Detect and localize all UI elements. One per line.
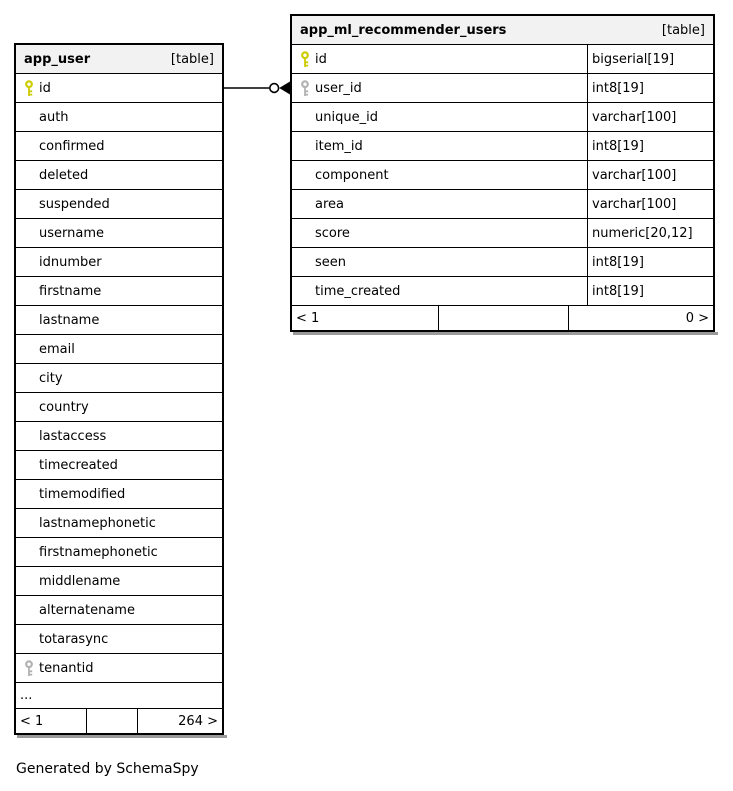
primary-key-icon xyxy=(24,80,34,97)
column-row xyxy=(16,509,222,538)
crowfoot-many-icon xyxy=(279,82,290,95)
key-icon-slot xyxy=(24,515,34,532)
column-type: int8[19] xyxy=(587,248,713,276)
key-icon-slot xyxy=(24,312,34,329)
column-name: lastaccess xyxy=(39,428,107,444)
column-name: city xyxy=(39,370,63,386)
column-row xyxy=(16,422,222,451)
column-name: timecreated xyxy=(39,457,118,473)
column-name-cell xyxy=(16,538,222,566)
key-icon-slot xyxy=(300,254,310,271)
key-icon-slot xyxy=(24,631,34,648)
column-name: seen xyxy=(315,254,347,270)
column-name-cell xyxy=(292,277,587,305)
column-name: area xyxy=(315,196,344,212)
column-name: id xyxy=(315,51,327,67)
column-name-cell xyxy=(292,45,587,73)
key-icon-slot xyxy=(24,457,34,474)
column-name-cell xyxy=(292,190,587,218)
table-type-badge: [table] xyxy=(170,51,214,67)
table-node-app-user xyxy=(14,43,224,735)
column-row xyxy=(292,45,713,74)
key-icon-slot xyxy=(300,283,310,300)
footer-spacer xyxy=(86,709,137,733)
column-row xyxy=(292,74,713,103)
key-icon-slot xyxy=(300,109,310,126)
column-name: deleted xyxy=(39,167,89,183)
column-type: int8[19] xyxy=(587,132,713,160)
column-name-cell xyxy=(292,219,587,247)
column-type: bigserial[19] xyxy=(587,45,713,73)
column-row xyxy=(16,74,222,103)
key-icon-slot xyxy=(24,138,34,155)
column-name-cell xyxy=(16,509,222,537)
column-row xyxy=(292,219,713,248)
column-row xyxy=(292,161,713,190)
column-name-cell xyxy=(16,306,222,334)
key-icon-slot xyxy=(300,138,310,155)
column-name: component xyxy=(315,167,389,183)
table-name[interactable]: app_user xyxy=(24,51,91,67)
column-name-cell xyxy=(16,248,222,276)
column-row xyxy=(292,103,713,132)
column-name: id xyxy=(39,80,51,96)
column-row xyxy=(16,654,222,683)
key-icon-slot xyxy=(24,486,34,503)
column-row xyxy=(292,277,713,306)
column-name-cell xyxy=(16,567,222,595)
column-row xyxy=(16,393,222,422)
column-name: confirmed xyxy=(39,138,105,154)
column-row xyxy=(16,625,222,654)
column-name-cell xyxy=(16,596,222,624)
column-row xyxy=(16,132,222,161)
column-row xyxy=(16,451,222,480)
column-name-cell xyxy=(16,190,222,218)
column-row xyxy=(16,277,222,306)
table-type-badge: [table] xyxy=(661,22,705,38)
column-name-cell xyxy=(16,335,222,363)
column-name: auth xyxy=(39,109,69,125)
truncated-columns-indicator: ... xyxy=(16,683,222,709)
column-row xyxy=(16,306,222,335)
column-type: varchar[100] xyxy=(587,161,713,189)
column-name: time_created xyxy=(315,283,401,299)
key-icon-slot xyxy=(24,167,34,184)
table-footer xyxy=(292,306,713,330)
column-name: idnumber xyxy=(39,254,102,270)
footer-rows-count: 264 > xyxy=(137,709,222,733)
column-name-cell xyxy=(292,161,587,189)
key-icon-slot xyxy=(300,167,310,184)
key-icon-slot xyxy=(300,225,310,242)
column-name-cell xyxy=(292,132,587,160)
key-icon-slot xyxy=(24,283,34,300)
column-name-cell xyxy=(16,480,222,508)
column-name-cell xyxy=(292,103,587,131)
column-name: lastnamephonetic xyxy=(39,515,156,531)
column-row xyxy=(292,132,713,161)
column-name: email xyxy=(39,341,75,357)
column-name: middlename xyxy=(39,573,121,589)
column-type: varchar[100] xyxy=(587,190,713,218)
column-name-cell xyxy=(16,103,222,131)
column-row xyxy=(16,596,222,625)
column-name: suspended xyxy=(39,196,110,212)
column-row xyxy=(16,480,222,509)
table-node-app-ml-recommender-users xyxy=(290,14,715,332)
column-name-cell xyxy=(292,74,587,102)
column-type: varchar[100] xyxy=(587,103,713,131)
foreign-key-icon xyxy=(300,80,310,97)
key-icon-slot xyxy=(24,109,34,126)
footer-spacer xyxy=(438,306,568,330)
key-icon-slot xyxy=(24,602,34,619)
column-row xyxy=(16,219,222,248)
column-name-cell xyxy=(16,393,222,421)
column-name-cell xyxy=(16,132,222,160)
key-icon-slot xyxy=(24,254,34,271)
table-header[interactable] xyxy=(292,16,713,45)
column-type: numeric[20,12] xyxy=(587,219,713,247)
column-row xyxy=(16,335,222,364)
column-type: int8[19] xyxy=(587,74,713,102)
column-name: timemodified xyxy=(39,486,126,502)
column-name-cell xyxy=(16,451,222,479)
table-footer xyxy=(16,709,222,733)
column-name: username xyxy=(39,225,104,241)
column-row xyxy=(16,190,222,219)
column-row xyxy=(292,190,713,219)
key-icon-slot xyxy=(24,544,34,561)
key-icon-slot xyxy=(24,370,34,387)
column-name: alternatename xyxy=(39,602,135,618)
column-name-cell xyxy=(16,364,222,392)
column-list xyxy=(16,74,222,683)
column-name-cell xyxy=(16,219,222,247)
column-list xyxy=(292,45,713,306)
primary-key-icon xyxy=(300,51,310,68)
key-icon-slot xyxy=(24,573,34,590)
key-icon-slot xyxy=(24,196,34,213)
key-icon-slot xyxy=(24,225,34,242)
column-name: item_id xyxy=(315,138,363,154)
column-name-cell xyxy=(16,277,222,305)
column-name-cell xyxy=(16,625,222,653)
column-type: int8[19] xyxy=(587,277,713,305)
table-header[interactable] xyxy=(16,45,222,74)
column-name: unique_id xyxy=(315,109,378,125)
column-name-cell xyxy=(292,248,587,276)
column-name: user_id xyxy=(315,80,362,96)
column-row xyxy=(16,364,222,393)
footer-parents-count: < 1 xyxy=(20,713,44,729)
column-name: lastname xyxy=(39,312,100,328)
column-name-cell xyxy=(16,74,222,102)
column-name-cell xyxy=(16,422,222,450)
column-name: tenantid xyxy=(39,660,94,676)
column-name: country xyxy=(39,399,89,415)
generated-by-caption: Generated by SchemaSpy xyxy=(16,761,199,777)
key-icon-slot xyxy=(24,399,34,416)
column-name-cell xyxy=(16,654,222,682)
column-name: firstname xyxy=(39,283,102,299)
column-row xyxy=(16,103,222,132)
column-name: totarasync xyxy=(39,631,109,647)
column-row xyxy=(16,538,222,567)
key-icon-slot xyxy=(300,196,310,213)
relationship-connector xyxy=(224,77,290,99)
column-row xyxy=(16,567,222,596)
table-name[interactable]: app_ml_recommender_users xyxy=(300,22,507,38)
foreign-key-icon xyxy=(24,660,34,677)
key-icon-slot xyxy=(24,341,34,358)
footer-rows-count: 0 > xyxy=(568,306,713,330)
key-icon-slot xyxy=(24,428,34,445)
column-row xyxy=(16,248,222,277)
zero-cardinality-icon xyxy=(270,84,279,93)
column-row xyxy=(16,161,222,190)
footer-parents-count: < 1 xyxy=(296,310,320,326)
column-row xyxy=(292,248,713,277)
column-name: score xyxy=(315,225,350,241)
column-name: firstnamephonetic xyxy=(39,544,158,560)
column-name-cell xyxy=(16,161,222,189)
